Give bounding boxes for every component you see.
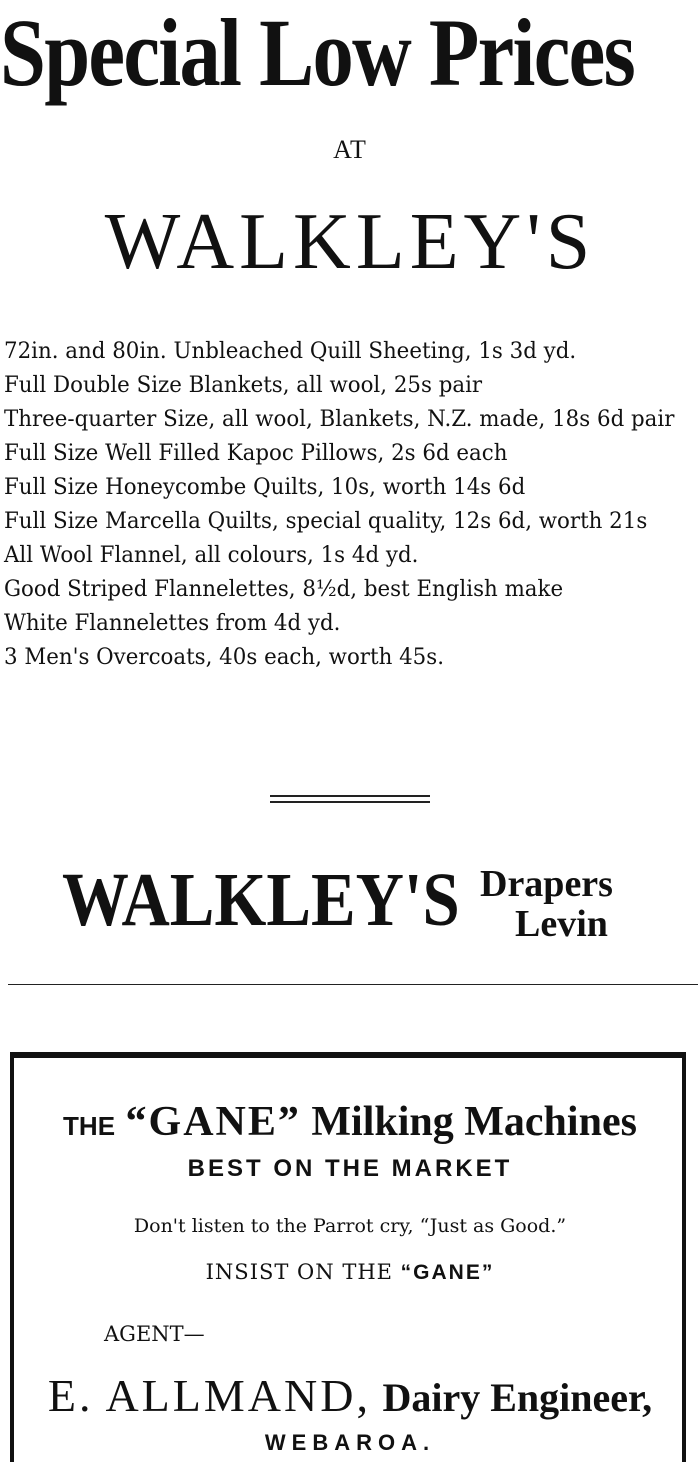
list-item: All Wool Flannel, all colours, 1s 4d yd. [4,543,419,568]
store-name: WALKLEY'S [104,198,596,286]
ad-separator [8,984,698,985]
agent-label: AGENT— [104,1322,205,1346]
list-item: Full Size Honeycombe Quilts, 10s, worth 14s 6d [4,475,526,500]
footer-trade [480,864,613,944]
insist-text: INSIST ON THE [205,1260,393,1284]
gane-tagline: BEST ON THE MARKET [187,1155,513,1182]
list-item: 3 Men's Overcoats, 40s each, worth 45s. [4,645,445,670]
agent-line [0,1368,700,1426]
list-item: Good Striped Flannelettes, 8½d, best English make [4,577,564,602]
list-item: Full Size Marcella Quilts, special quality, 12s 6d, worth 21s [4,509,648,534]
insist-brand: “GANE” [400,1261,495,1284]
title-brand: “GANE” [125,1099,301,1145]
agent-name: E. ALLMAND, [47,1370,371,1421]
divider [270,801,430,803]
footer-line-drapers: Drapers [480,863,613,905]
gane-title [0,1097,700,1151]
footer-line-town: Levin [515,903,608,945]
divider [270,795,430,797]
list-item: Full Size Well Filled Kapoc Pillows, 2s 6d each [4,441,508,466]
gane-parrot-line: Don't listen to the Parrot cry, “Just as Good.” [133,1215,567,1237]
list-item: White Flannelettes from 4d yd. [4,611,341,636]
list-item: Full Double Size Blankets, all wool, 25s pair [4,373,483,398]
headline: Special Low Prices [0,0,634,106]
agent-role: Dairy Engineer, [382,1375,653,1420]
title-the: THE [63,1111,116,1141]
price-list [4,335,675,675]
at-label: AT [333,135,367,164]
gane-insist-line [0,1260,700,1285]
agent-town: WEBAROA. [264,1430,436,1455]
title-product: Milking Machines [311,1099,637,1145]
footer-store-name: WALKLEY'S [62,858,460,942]
list-item: 72in. and 80in. Unbleached Quill Sheeting, 1s 3d yd. [4,339,577,364]
list-item: Three-quarter Size, all wool, Blankets, N.Z. made, 18s 6d pair [4,407,675,432]
